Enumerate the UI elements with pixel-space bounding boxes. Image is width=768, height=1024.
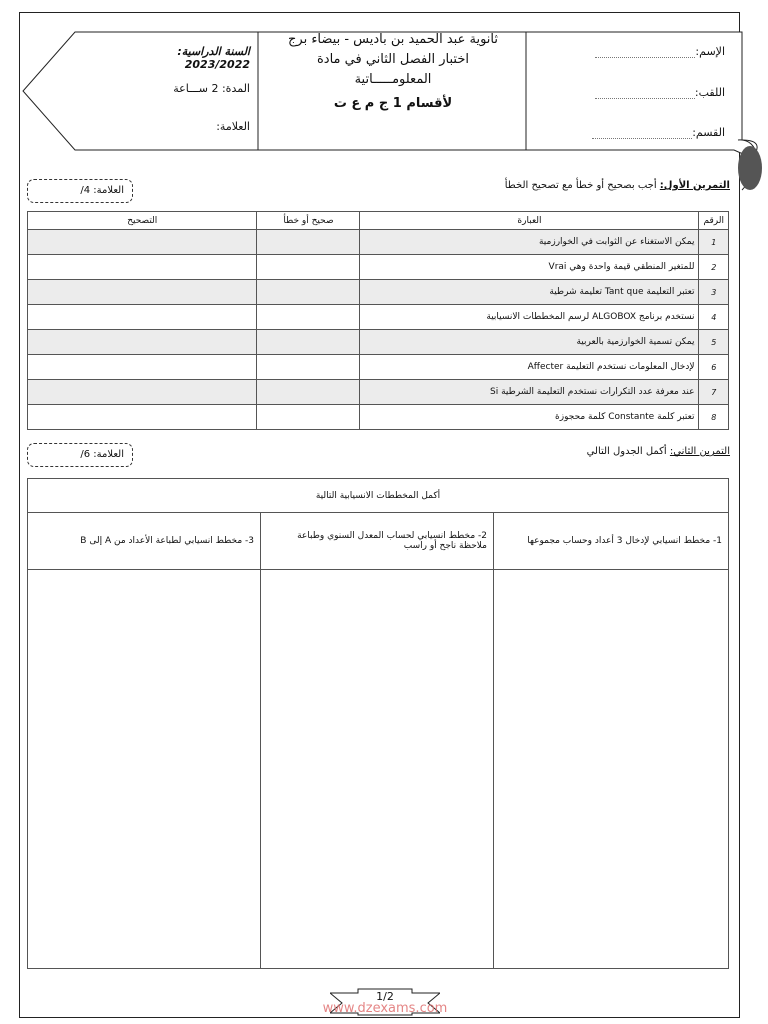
flowchart-columns-row <box>28 513 729 570</box>
table-row <box>28 255 729 280</box>
exam-duration: المدة: 2 ســـاعة <box>173 82 250 95</box>
row-num: 5 <box>699 330 729 355</box>
exercise2-heading <box>400 446 730 457</box>
col-num-header: الرقم <box>699 212 729 230</box>
answer-cell[interactable] <box>257 255 360 280</box>
row-num: 3 <box>699 280 729 305</box>
row-statement: للمتغير المنطقي قيمة واحدة وهي Vrai <box>360 255 699 280</box>
correction-cell[interactable] <box>28 305 257 330</box>
subject-name: المعلومـــــاتية <box>354 72 432 87</box>
student-name-field[interactable] <box>585 45 725 58</box>
school-year: السنة الدراسية: 2023/2022 <box>177 45 250 71</box>
row-statement: نستخدم برنامج ALGOBOX لرسم المخططات الانسيابية <box>360 305 699 330</box>
answer-cell[interactable] <box>257 230 360 255</box>
true-false-table <box>27 211 729 430</box>
student-surname-field[interactable] <box>585 86 725 99</box>
row-num: 1 <box>699 230 729 255</box>
table-row <box>28 380 729 405</box>
correction-cell[interactable] <box>28 230 257 255</box>
flowchart-col-3-title: 3- مخطط انسيابي لطباعة الأعداد من A إلى B <box>28 513 261 570</box>
name-label: الإسم: <box>695 45 725 58</box>
flowchart-answer-row <box>28 570 729 969</box>
exercise2-title: التمرين الثاني: <box>669 446 730 457</box>
col-truefalse-header: صحيح أو خطأ <box>257 212 360 230</box>
page-number: 1/2 <box>376 990 394 1003</box>
school-name: ثانوية عبد الحميد بن باديس - بيضاء برج <box>288 32 498 47</box>
row-statement: تعتبر التعليمة Tant que تعليمة شرطية <box>360 280 699 305</box>
row-statement: يمكن الاستغناء عن الثوابت في الخوارزمية <box>360 230 699 255</box>
answer-cell[interactable] <box>257 380 360 405</box>
flowchart-heading: أكمل المخططات الانسيابية التالية <box>28 479 729 513</box>
row-num: 4 <box>699 305 729 330</box>
row-num: 8 <box>699 405 729 430</box>
correction-cell[interactable] <box>28 355 257 380</box>
row-num: 6 <box>699 355 729 380</box>
table-row <box>28 355 729 380</box>
table-row <box>28 405 729 430</box>
watermark: www.dzexams.com <box>322 1001 448 1016</box>
row-statement: يمكن تسمية الخوارزمية بالعربية <box>360 330 699 355</box>
exam-title: اختبار الفصل الثاني في مادة <box>316 52 469 67</box>
answer-cell[interactable] <box>257 305 360 330</box>
correction-cell[interactable] <box>28 405 257 430</box>
table-row <box>28 230 729 255</box>
flowchart-answer-1[interactable] <box>494 570 729 969</box>
exercise2-score: العلامة: 6/ <box>27 443 133 467</box>
answer-cell[interactable] <box>257 355 360 380</box>
correction-cell[interactable] <box>28 255 257 280</box>
class-level: لأقسام 1 ج م ع ت <box>333 96 453 111</box>
row-statement: عند معرفة عدد التكرارات نستخدم التعليمة الشرطية Si <box>360 380 699 405</box>
student-class-field[interactable] <box>585 126 725 139</box>
correction-cell[interactable] <box>28 330 257 355</box>
grade-label: العلامة: <box>216 120 250 133</box>
exercise1-title: التمرين الأول: <box>659 180 730 191</box>
flowchart-answer-2[interactable] <box>261 570 494 969</box>
answer-cell[interactable] <box>257 280 360 305</box>
surname-label: اللقب: <box>694 86 725 99</box>
flowchart-table <box>27 478 729 969</box>
table-row <box>28 280 729 305</box>
answer-cell[interactable] <box>257 330 360 355</box>
table-row <box>28 330 729 355</box>
exercise1-score: العلامة: 4/ <box>27 179 133 203</box>
row-statement: تعتبر كلمة Constante كلمة محجوزة <box>360 405 699 430</box>
flowchart-col-2-title: 2- مخطط انسيابي لحساب المعدل السنوي وطباعة ملاحظة ناجح أو راسب <box>261 513 494 570</box>
answer-cell[interactable] <box>257 405 360 430</box>
correction-cell[interactable] <box>28 280 257 305</box>
table-header-row <box>28 212 729 230</box>
class-label: القسم: <box>692 126 725 139</box>
flowchart-answer-3[interactable] <box>28 570 261 969</box>
row-statement: لإدخال المعلومات نستخدم التعليمة Affecter <box>360 355 699 380</box>
exercise1-heading <box>400 180 730 191</box>
col-correction-header: التصحيح <box>28 212 257 230</box>
row-num: 7 <box>699 380 729 405</box>
exercise1-instruction: أجب بصحيح أو خطأ مع تصحيح الخطأ <box>504 180 657 191</box>
flowchart-col-1-title: 1- مخطط انسيابي لإدخال 3 أعداد وحساب مجموعها <box>494 513 729 570</box>
row-num: 2 <box>699 255 729 280</box>
correction-cell[interactable] <box>28 380 257 405</box>
table-row <box>28 305 729 330</box>
exercise2-instruction: أكمل الجدول التالي <box>586 446 667 457</box>
col-statement-header: العبارة <box>360 212 699 230</box>
flowchart-heading-row <box>28 479 729 513</box>
